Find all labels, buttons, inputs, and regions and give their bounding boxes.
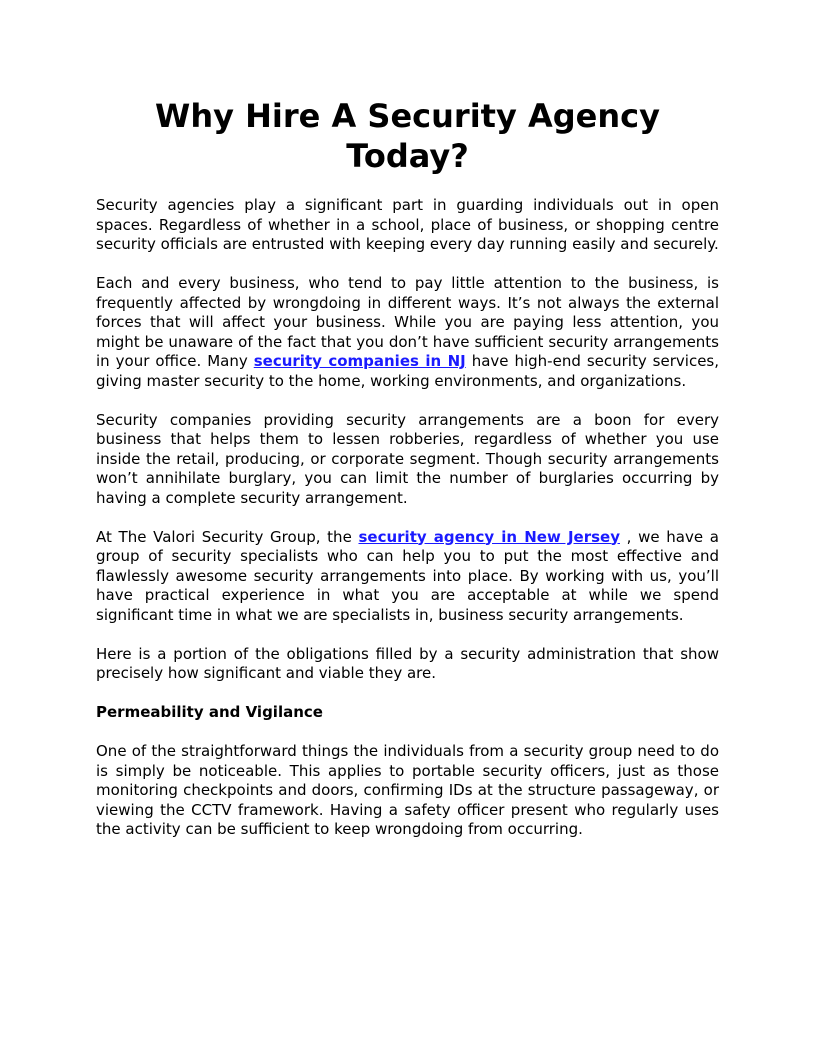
paragraph-5: Here is a portion of the obligations filled by a security administration that show precisely how significant and viable they are. — [96, 644, 719, 682]
paragraph-2-text-after: have high-end security services, giving master security to the home, working environments, and organizations. — [96, 352, 719, 390]
paragraph-6: One of the straightforward things the individuals from a security group need to do is simply be noticeable. This applies to portable security officers, just as those monitoring checkpoints and doors, confirming IDs at the structure passageway, or viewing the CCTV framework. Having a safety officer present who regularly uses the activity can be sufficient to keep wrongdoing from occurring. — [96, 742, 719, 838]
paragraph-3: Security companies providing security arrangements are a boon for every business that helps them to lessen robberies, regardless of whether you use inside the retail, producing, or corporate segment. Though security arrangements won’t annihilate burglary, you can limit the number of burglaries occurring by having a complete security arrangement. — [96, 410, 719, 507]
paragraph-2-text-before: Each and every business, who tend to pay little attention to the business, is frequently affected by wrongdoing in different ways. It’s not always the external forces that will affect your business. While you are paying less attention, you might be unaware of the fact that you don’t have sufficient security arrangements in your office. Many — [96, 274, 719, 370]
document-page — [96, 96, 719, 859]
paragraph-2 — [96, 274, 719, 391]
security-companies-nj-link[interactable]: security companies in NJ — [253, 352, 466, 370]
paragraph-1: Security agencies play a significant part in guarding individuals out in open spaces. Regardless of whether in a school, place of business, or shopping centre security officials are entrusted with keeping every day running easily and securely. — [96, 196, 719, 253]
page-title: Why Hire A Security Agency Today? — [155, 97, 660, 175]
paragraph-4-text-after: , we have a group of security specialists who can help you to put the most effective and flawlessly awesome security arrangements into place. By working with us, you’ll have practical experience in what you are acceptable at while we spend significant time in what we are specialists in, business security arrangements. — [96, 527, 719, 624]
paragraph-4-text-before: At The Valori Security Group, the — [96, 527, 359, 546]
security-agency-nj-link[interactable]: security agency in New Jersey — [358, 527, 620, 546]
section-heading: Permeability and Vigilance — [96, 703, 323, 721]
paragraph-4 — [96, 528, 719, 626]
